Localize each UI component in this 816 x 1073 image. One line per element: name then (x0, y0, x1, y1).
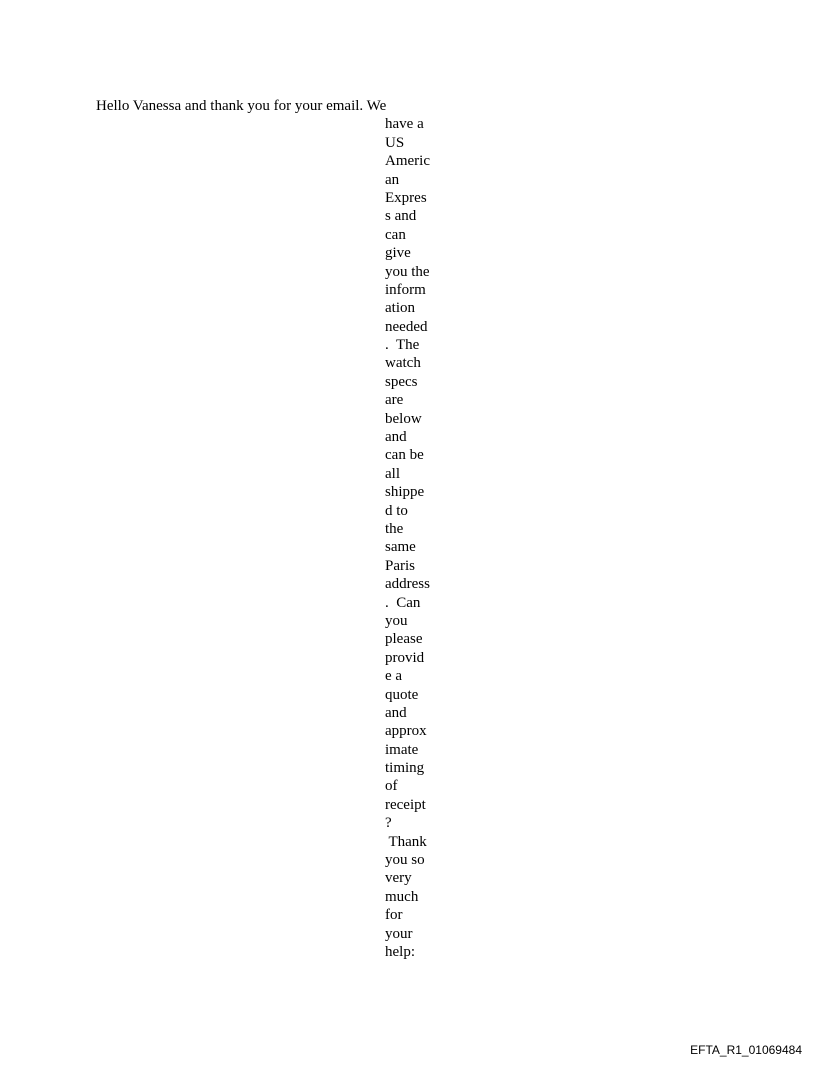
text-line: s and (385, 208, 417, 225)
text-line: e a (385, 668, 403, 685)
text-line: your (385, 925, 413, 942)
text-line: shippe (385, 484, 425, 501)
text-line: an (385, 171, 400, 188)
text-line: provid (385, 649, 425, 666)
text-line: ation (385, 300, 415, 317)
text-line: watch (385, 355, 421, 372)
text-line: much (385, 888, 419, 905)
text-line: very (385, 870, 412, 887)
text-line: Thank (385, 833, 427, 850)
text-line: Expres (385, 189, 427, 206)
text-line: timing (385, 760, 425, 777)
text-line: quote (385, 686, 419, 703)
text-line: you the (385, 263, 430, 280)
text-line: Americ (385, 153, 430, 170)
text-line: are (385, 392, 404, 409)
text-line: give (385, 245, 411, 262)
text-line: of (385, 778, 398, 795)
text-line: needed (385, 318, 428, 335)
text-line: have a (385, 116, 424, 133)
text-line: below (385, 410, 422, 427)
text-line: all (385, 465, 400, 482)
text-line: imate (385, 741, 419, 758)
text-line: specs (385, 373, 418, 390)
text-line: same (385, 539, 416, 556)
text-line: and (385, 704, 407, 721)
text-line: approx (385, 723, 427, 740)
text-line: . Can (385, 594, 421, 611)
document-id-stamp: EFTA_R1_01069484 (690, 1043, 802, 1057)
text-line: address (385, 576, 430, 593)
text-line: the (385, 520, 404, 537)
text-line: you (385, 612, 408, 629)
text-line: receipt (385, 796, 426, 813)
email-opening-line: Hello Vanessa and thank you for your email. We (96, 98, 387, 114)
text-line: ? (385, 815, 392, 832)
text-line: Paris (385, 557, 415, 574)
wrapped-text-column (385, 115, 441, 961)
text-line: for (385, 907, 403, 924)
text-line: US (385, 134, 405, 151)
text-line: d to (385, 502, 408, 519)
text-line: please (385, 631, 423, 648)
text-line: and (385, 429, 407, 446)
text-line: can (385, 226, 406, 243)
text-line: help: (385, 943, 415, 960)
text-line: you so (385, 852, 425, 869)
text-line: . The (385, 337, 420, 354)
text-line: inform (385, 281, 426, 298)
text-line: can be (385, 447, 424, 464)
